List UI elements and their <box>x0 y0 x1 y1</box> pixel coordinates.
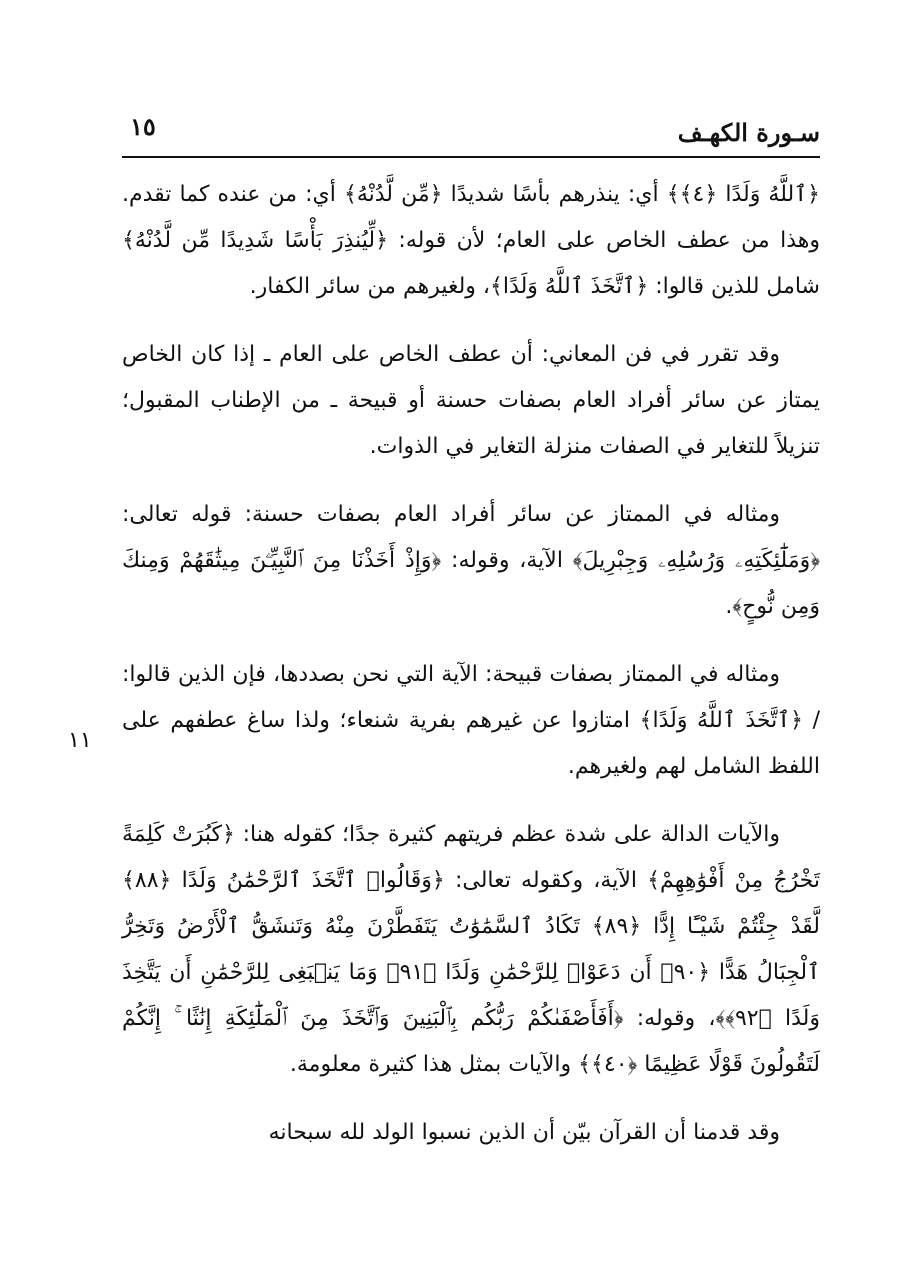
paragraph-1: ﴿ٱللَّهُ وَلَدًا ﴿٤﴾﴾ أي: ينذرهم بأسًا شديدًا ﴿مِّن لَّدُنْهُ﴾ أي: من عنده كما تقدم. وهذا من عطف الخاص على العام؛ لأن قوله: ﴿لِّيُنذِرَ بَأْسًا شَدِيدًا مِّن لَّدُنْهُ﴾ شامل للذين قالوا: ﴿ٱتَّخَذَ ٱللَّهُ وَلَدًا﴾، ولغيرهم من سائر الكفار. <box>122 182 820 299</box>
paragraph-5: والآيات الدالة على شدة عظم فريتهم كثيرة جدًا؛ كقوله هنا: ﴿كَبُرَتْ كَلِمَةً تَخْرُجُ مِنْ أَفْوَٰهِهِمْ﴾ الآية، وكقوله تعالى: ﴿وَقَالُوا۟ ٱتَّخَذَ ٱلرَّحْمَٰنُ وَلَدًا ﴿٨٨﴾ لَّقَدْ جِئْتُمْ شَيْـًٔا إِدًّا ﴿٨٩﴾ تَكَادُ ٱلسَّمَٰوَٰتُ يَتَفَطَّرْنَ مِنْهُ وَتَنشَقُّ ٱلْأَرْضُ وَتَخِرُّ ٱلْجِبَالُ هَدًّا ﴿٩٠﴾ أَن دَعَوْا۟ لِلرَّحْمَٰنِ وَلَدًا ﴿٩١﴾ وَمَا يَنۢبَغِى لِلرَّحْمَٰنِ أَن يَتَّخِذَ وَلَدًا ﴿٩٢﴾﴾، وقوله: ﴿أَفَأَصْفَىٰكُمْ رَبُّكُم بِٱلْبَنِينَ وَٱتَّخَذَ مِنَ ٱلْمَلَٰٓئِكَةِ إِنَٰثًا ۚ إِنَّكُمْ لَتَقُولُونَ قَوْلًا عَظِيمًا ﴿٤٠﴾﴾ والآيات بمثل هذا كثيرة معلومة. <box>122 822 821 1077</box>
margin-reference-number: ١١ <box>68 728 92 753</box>
paragraph-6: وقد قدمنا أن القرآن بيّن أن الذين نسبوا الولد لله سبحانه <box>268 1120 780 1145</box>
paragraph-3: ومثاله في الممتاز عن سائر أفراد العام بصفات حسنة: قوله تعالى: ﴿وَمَلَٰٓئِكَتِهِۦ وَرُسُلِهِۦ وَجِبْرِيلَ﴾ الآية، وقوله: ﴿وَإِذْ أَخَذْنَا مِنَ ٱلنَّبِيِّـۧنَ مِيثَٰقَهُمْ وَمِنكَ وَمِن نُّوحٍ﴾. <box>122 502 820 619</box>
page-number: ١٥ <box>130 112 156 141</box>
surah-title: سـورة الكهـف <box>677 118 820 147</box>
paragraph-4: ومثاله في الممتاز بصفات قبيحة: الآية التي نحن بصددها، فإن الذين قالوا: / ﴿ٱتَّخَذَ ٱللَّهُ وَلَدًا﴾ امتازوا عن غيرهم بفرية شنعاء؛ ولذا ساغ عطفهم على اللفظ الشامل لهم ولغيرهم. <box>122 662 820 779</box>
page-header <box>122 108 820 158</box>
body-text <box>122 172 820 1178</box>
paragraph-2: وقد تقرر في فن المعاني: أن عطف الخاص على العام ـ إذا كان الخاص يمتاز عن سائر أفراد العام بصفات حسنة أو قبيحة ـ من الإطناب المقبول؛ تنزيلاً للتغاير في الصفات منزلة التغاير في الذوات. <box>122 342 820 459</box>
